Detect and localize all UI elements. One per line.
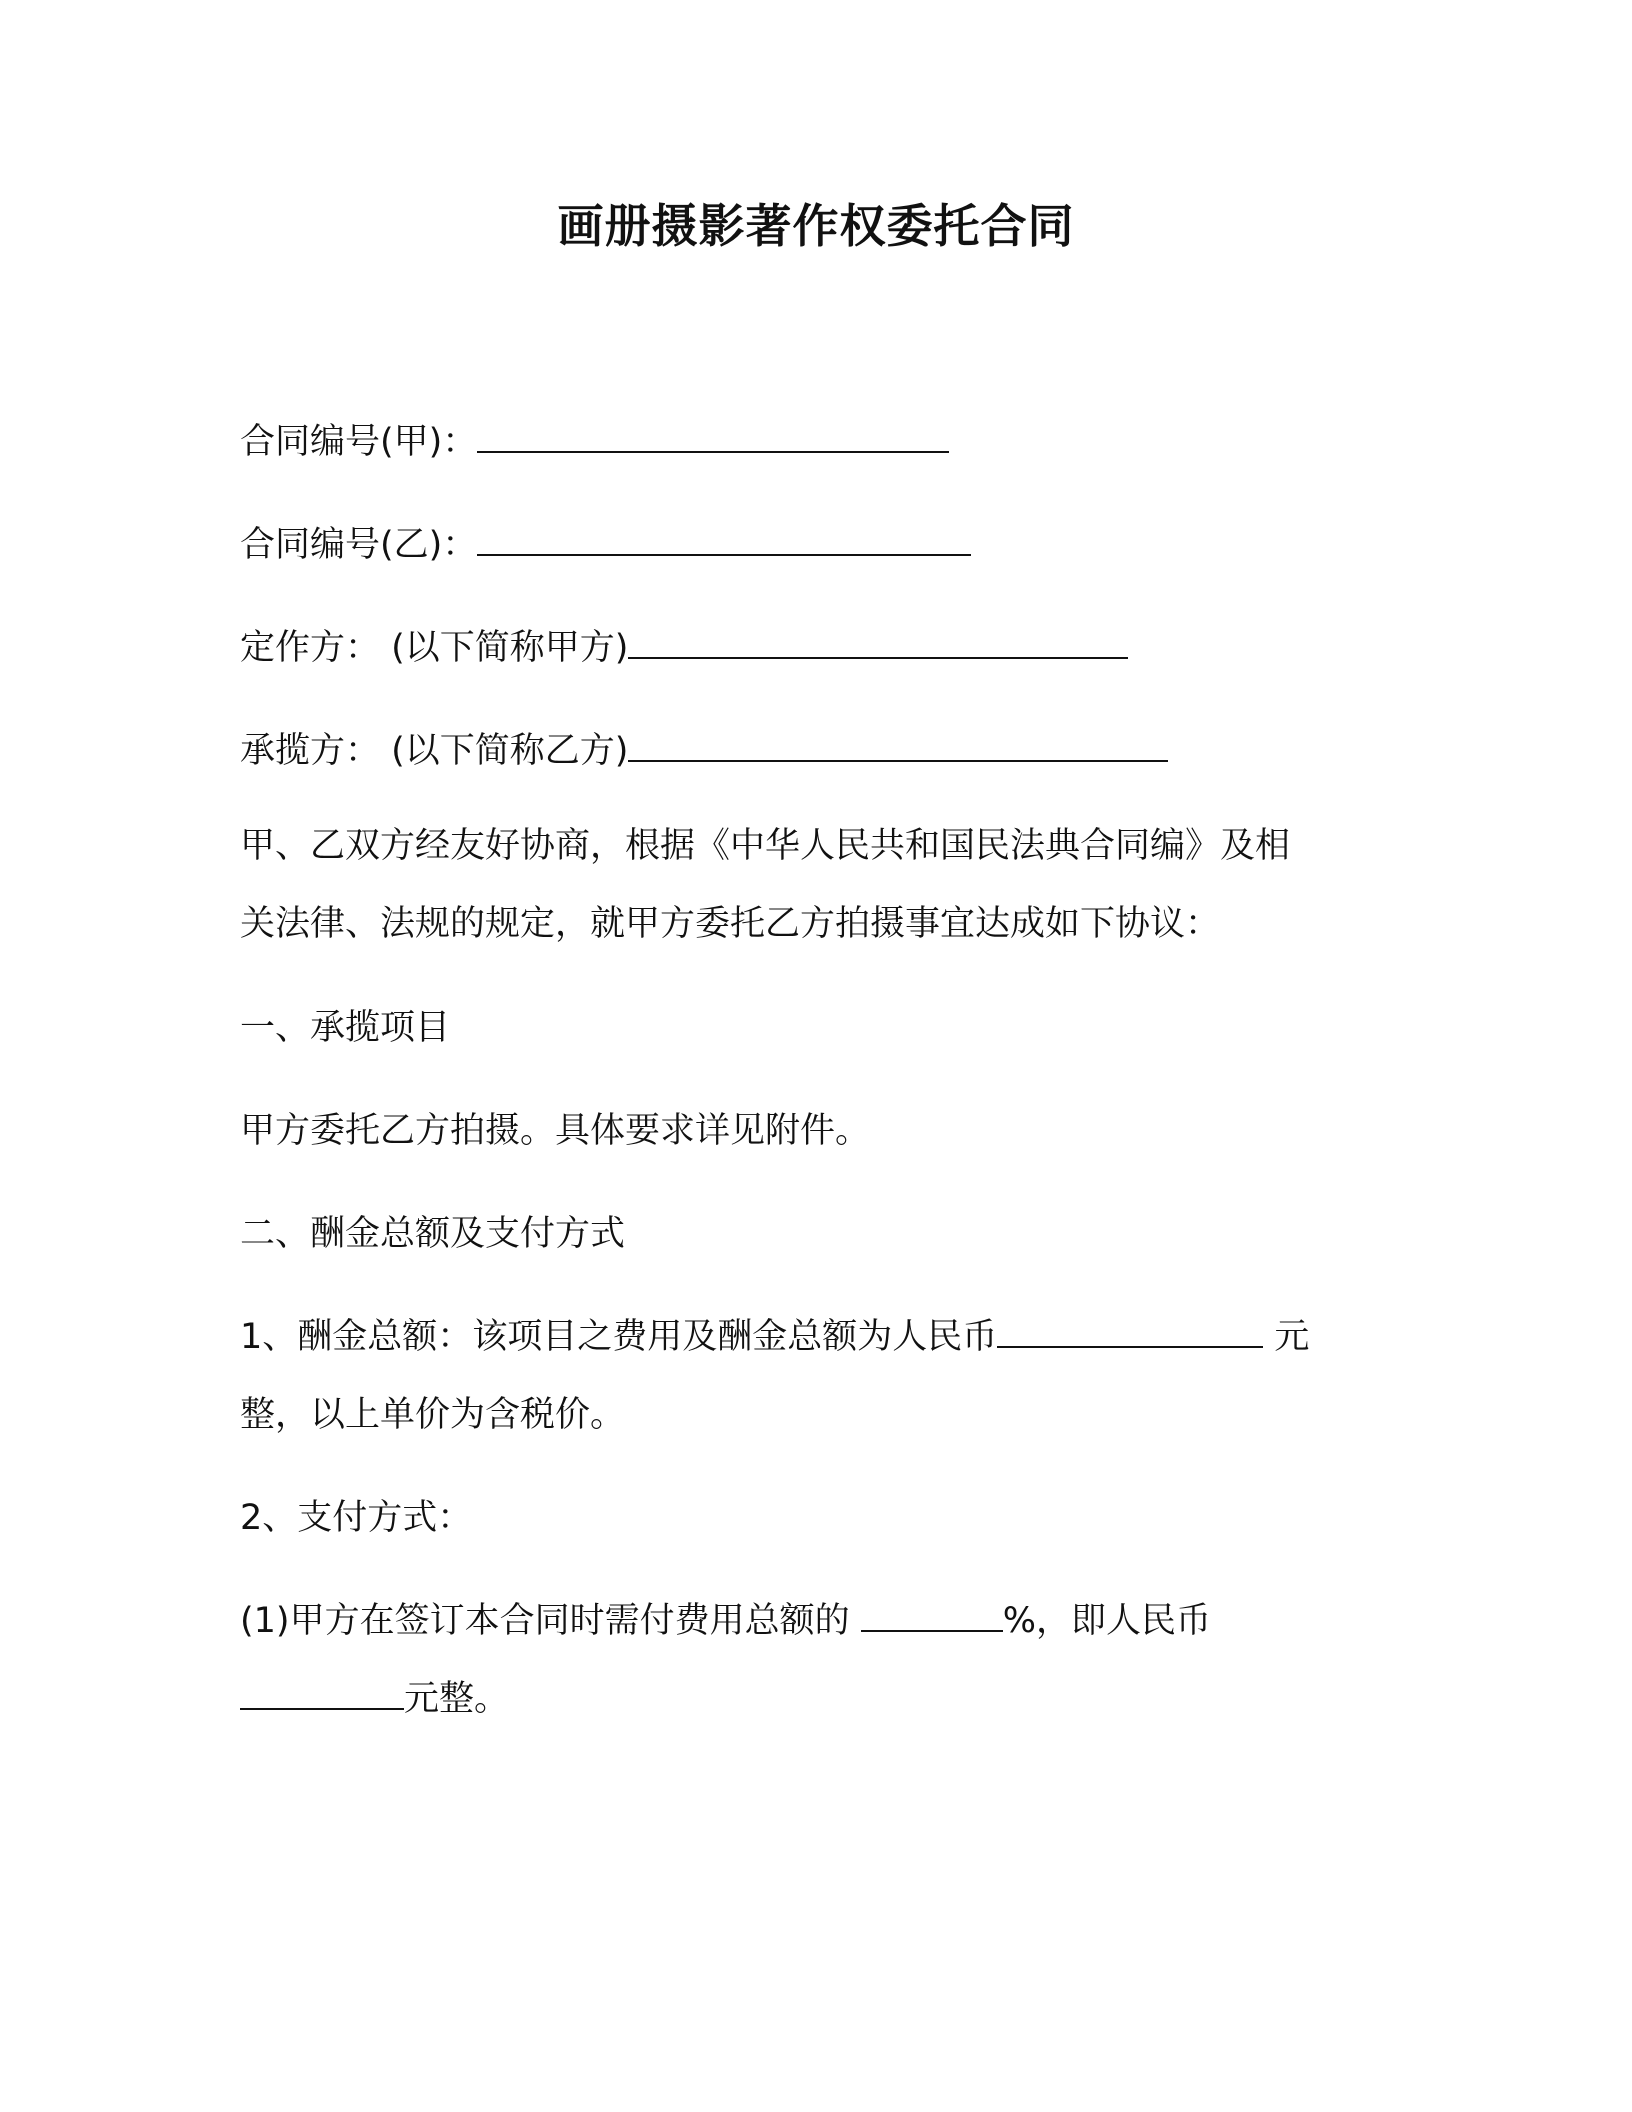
payment-1-middle: %，即人民币: [1002, 1601, 1211, 1641]
item-1-amount-blank: [997, 1316, 1263, 1348]
party-a-row: [240, 624, 1400, 672]
payment-1-line-2: [240, 1675, 1400, 1723]
payment-1-amount-blank: [240, 1678, 404, 1710]
item-1-suffix: 元: [1263, 1317, 1310, 1357]
intro-line-1: 甲、乙双方经友好协商，根据《中华人民共和国民法典合同编》及相: [240, 826, 1291, 866]
contract-number-a-blank: [477, 421, 949, 453]
section-1-heading: 一、承揽项目: [240, 1008, 451, 1048]
contract-number-b-row: [240, 521, 1400, 569]
contract-number-b-label: 合同编号(乙)：: [240, 525, 478, 565]
party-b-row: [240, 727, 1400, 775]
contract-number-a-row: [240, 418, 1400, 466]
item-2-heading: 2、支付方式：: [240, 1498, 473, 1538]
item-1-row: [240, 1313, 1400, 1361]
payment-1-prefix: (1)甲方在签订本合同时需付费用总额的: [240, 1601, 861, 1641]
party-a-label: 定作方： (以下简称甲方): [240, 628, 629, 668]
payment-1-row: [240, 1597, 1400, 1645]
party-b-label: 承揽方： (以下简称乙方): [240, 731, 629, 771]
section-2-heading: 二、酬金总额及支付方式: [240, 1214, 626, 1254]
item-1-line-2: 整，以上单价为含税价。: [240, 1395, 626, 1435]
section-1-text: 甲方委托乙方拍摄。具体要求详见附件。: [240, 1111, 871, 1151]
party-a-blank: [628, 627, 1128, 659]
party-b-blank: [628, 730, 1168, 762]
item-1-prefix: 1、酬金总额：该项目之费用及酬金总额为人民币: [240, 1317, 998, 1357]
contract-number-a-label: 合同编号(甲)：: [240, 422, 478, 462]
document-title: 画册摄影著作权委托合同: [557, 199, 1075, 253]
intro-line-2: 关法律、法规的规定，就甲方委托乙方拍摄事宜达成如下协议：: [240, 904, 1221, 944]
payment-1-percent-blank: [861, 1600, 1003, 1632]
contract-number-b-blank: [477, 524, 971, 556]
payment-1-suffix: 元整。: [404, 1679, 510, 1719]
